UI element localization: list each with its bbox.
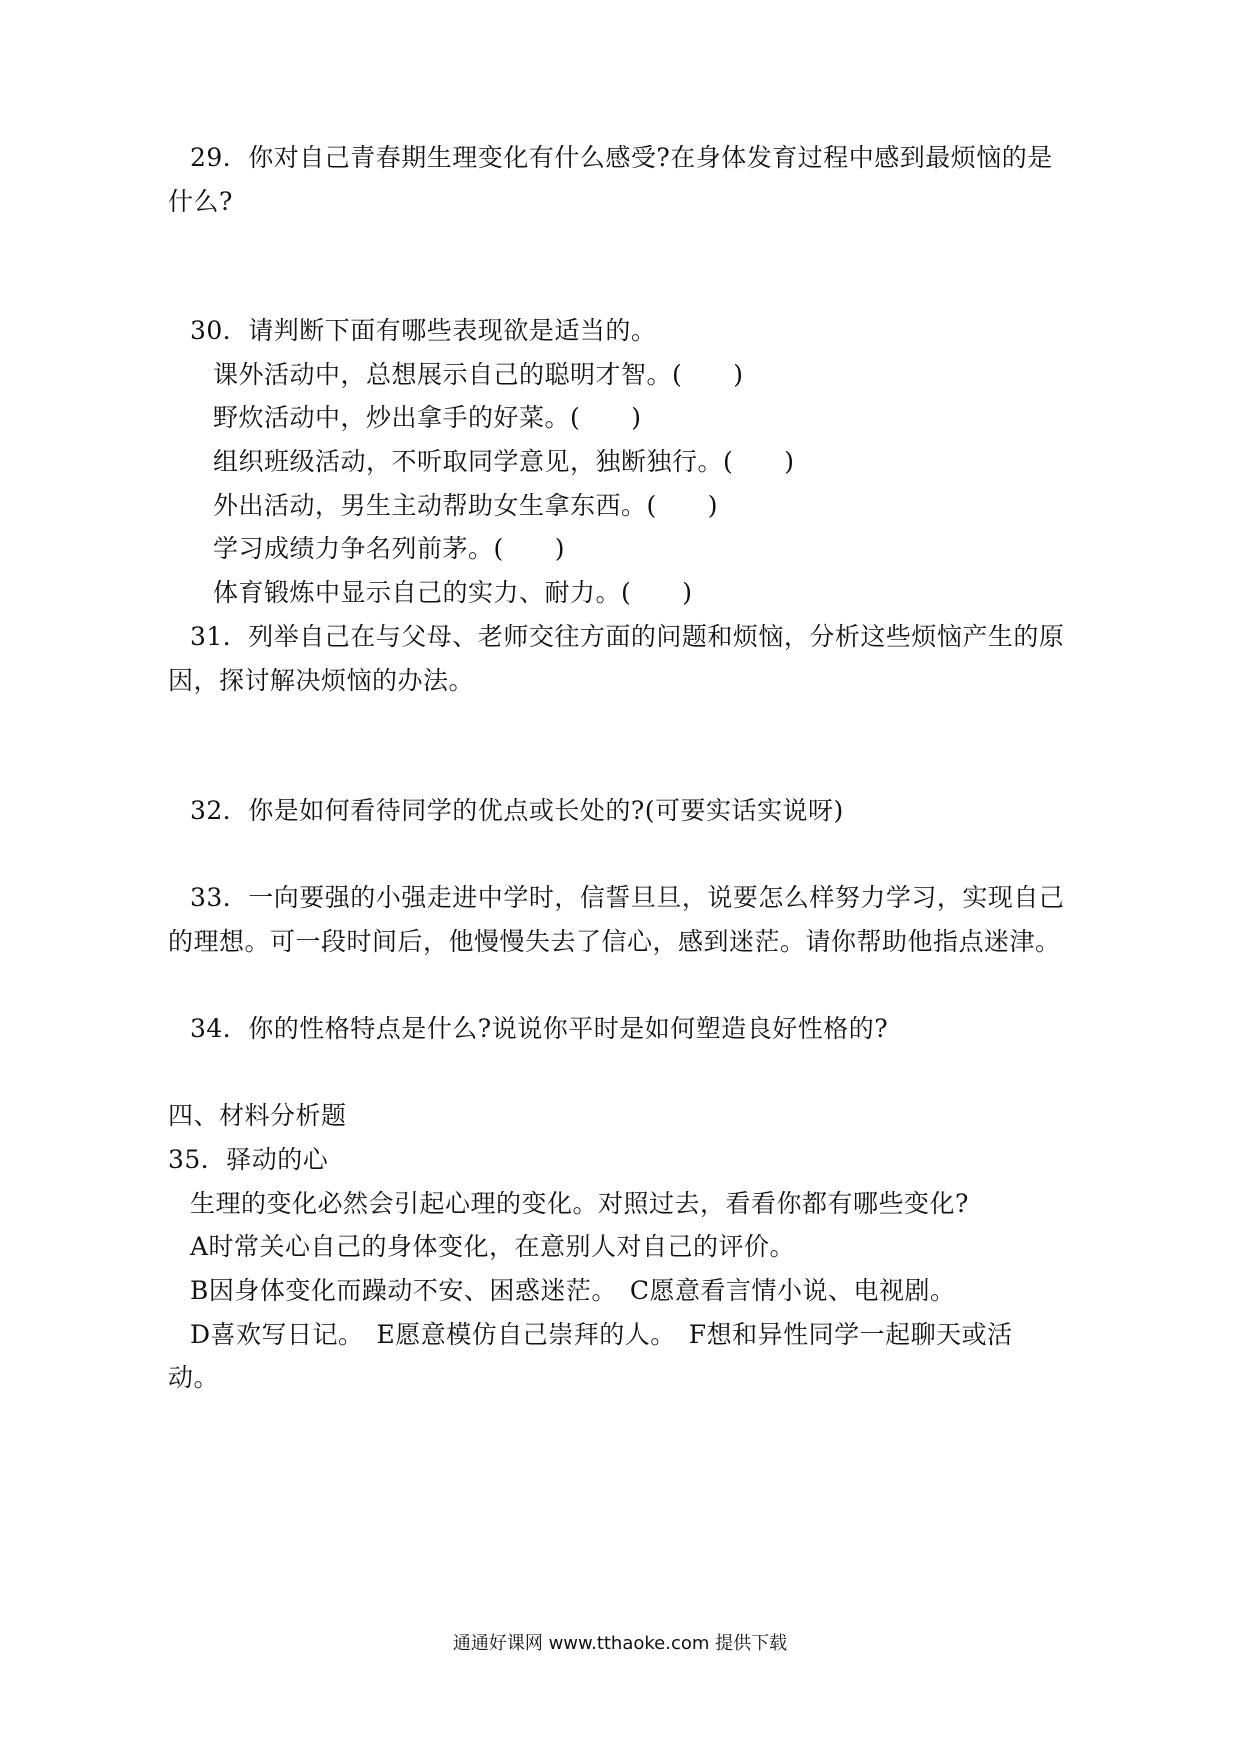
question-30-item: 课外活动中，总想展示自己的聪明才智。( )	[213, 360, 744, 389]
question-29-line-2: 什么?	[168, 187, 233, 216]
question-35-option-a: A时常关心自己的身体变化，在意别人对自己的评价。	[190, 1232, 796, 1261]
question-30-title: 30．请判断下面有哪些表现欲是适当的。	[190, 316, 657, 345]
footer-download-credit: 通通好课网 www.tthaoke.com 提供下载	[452, 1633, 788, 1654]
question-34-line-1: 34．你的性格特点是什么?说说你平时是如何塑造良好性格的?	[190, 1014, 889, 1043]
question-35-title: 35．驿动的心	[168, 1145, 329, 1174]
question-30-item: 组织班级活动，不听取同学意见，独断独行。( )	[213, 447, 795, 476]
question-33-line-2: 的理想。可一段时间后，他慢慢失去了信心，感到迷茫。请你帮助他指点迷津。	[168, 927, 1061, 956]
question-30-item: 学习成绩力争名列前茅。( )	[213, 534, 566, 563]
question-35-options-b-c: B因身体变化而躁动不安、困惑迷茫。 C愿意看言情小说、电视剧。	[190, 1276, 956, 1305]
question-35-options-continued: 动。	[168, 1363, 220, 1392]
question-31-line-2: 因，探讨解决烦恼的办法。	[168, 666, 475, 695]
question-30-item: 外出活动，男生主动帮助女生拿东西。( )	[213, 491, 719, 520]
section-4-heading: 四、材料分析题	[168, 1101, 347, 1130]
question-30-item: 野炊活动中，炒出拿手的好菜。( )	[213, 403, 642, 432]
question-35-options-d-e-f: D喜欢写日记。 E愿意模仿自己崇拜的人。 F想和异性同学一起聊天或活	[190, 1320, 1013, 1349]
question-32-line-1: 32．你是如何看待同学的优点或长处的?(可要实话实说呀)	[190, 796, 844, 825]
question-35-intro: 生理的变化必然会引起心理的变化。对照过去，看看你都有哪些变化?	[190, 1189, 969, 1218]
question-30-item: 体育锻炼中显示自己的实力、耐力。( )	[213, 578, 693, 607]
question-33-line-1: 33．一向要强的小强走进中学时，信誓旦旦，说要怎么样努力学习，实现自己	[190, 883, 1065, 912]
question-29-line-1: 29．你对自己青春期生理变化有什么感受?在身体发育过程中感到最烦恼的是	[190, 143, 1053, 172]
question-31-line-1: 31．列举自己在与父母、老师交往方面的问题和烦恼，分析这些烦恼产生的原	[190, 622, 1065, 651]
